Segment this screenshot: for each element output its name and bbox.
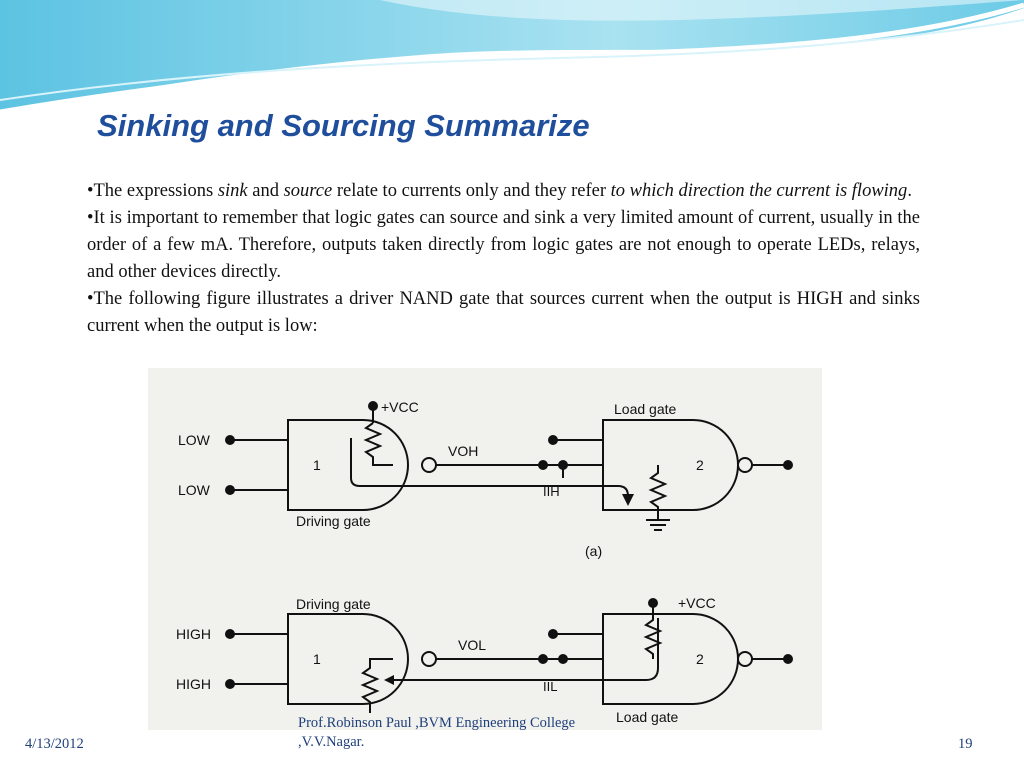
bullet-1-text-3: and <box>247 181 284 201</box>
fig-b-driving-gate-label: Driving gate <box>296 596 371 612</box>
fig-b-gate1-number: 1 <box>313 651 321 667</box>
bullet-1-text-5: relate to currents only and they refer <box>332 181 611 201</box>
bullet-1-text-2: sink <box>217 181 248 201</box>
fig-a-gate2-number: 2 <box>696 457 704 473</box>
fig-a-load-gate-label: Load gate <box>614 401 677 417</box>
bullet-1-text-4: source <box>283 181 333 201</box>
bullet-1-text-6: to which direction the current is flowing <box>610 181 908 201</box>
bullet-1-text-7: . <box>907 181 912 201</box>
header-wave-decoration <box>0 0 1024 120</box>
slide-title: Sinking and Sourcing Summarize <box>97 108 590 143</box>
bullet-1 <box>87 178 920 205</box>
fig-b-current-label: IIL <box>543 679 558 694</box>
footer-author <box>298 714 658 752</box>
fig-a-caption: (a) <box>585 543 603 559</box>
fig-a-vout-label: VOH <box>448 443 479 459</box>
footer-author-line-2: ,V.V.Nagar. <box>298 734 365 750</box>
fig-a-current-label: IIH <box>543 484 560 499</box>
footer-author-line-1: Prof.Robinson Paul ,BVM Engineering College <box>298 715 576 731</box>
fig-b-input-bottom: HIGH <box>176 676 211 692</box>
fig-a-driving-gate-label: Driving gate <box>296 513 371 529</box>
fig-b-input-top: HIGH <box>176 626 211 642</box>
bullet-3-text: •The following figure illustrates a driver NAND gate that sources current when the output is HIGH and sinks current when the output is low: <box>87 289 920 336</box>
bullet-3 <box>87 286 920 340</box>
bullet-2-text: •It is important to remember that logic gates can source and sink a very limited amount of current, usually in the order of a few mA. Therefore, outputs taken directly from logic gates are not enough to operate LEDs, relays, and other devices directly. <box>87 208 920 282</box>
slide-body <box>87 178 920 340</box>
fig-b-vout-label: VOL <box>458 637 487 653</box>
footer-date: 4/13/2012 <box>25 736 84 752</box>
fig-b-load-gate-label: Load gate <box>616 709 679 725</box>
bullet-2 <box>87 205 920 286</box>
nand-gate-circuit-figure <box>148 368 822 730</box>
fig-a-gate1-number: 1 <box>313 457 321 473</box>
bullet-1-text-1: •The expressions <box>87 181 218 201</box>
fig-b-vcc-label: +VCC <box>678 595 716 611</box>
fig-a-input-bottom: LOW <box>178 482 210 498</box>
fig-a-input-top: LOW <box>178 432 210 448</box>
fig-a-vcc-label: +VCC <box>381 399 419 415</box>
fig-b-gate2-number: 2 <box>696 651 704 667</box>
page-number: 19 <box>958 736 973 752</box>
